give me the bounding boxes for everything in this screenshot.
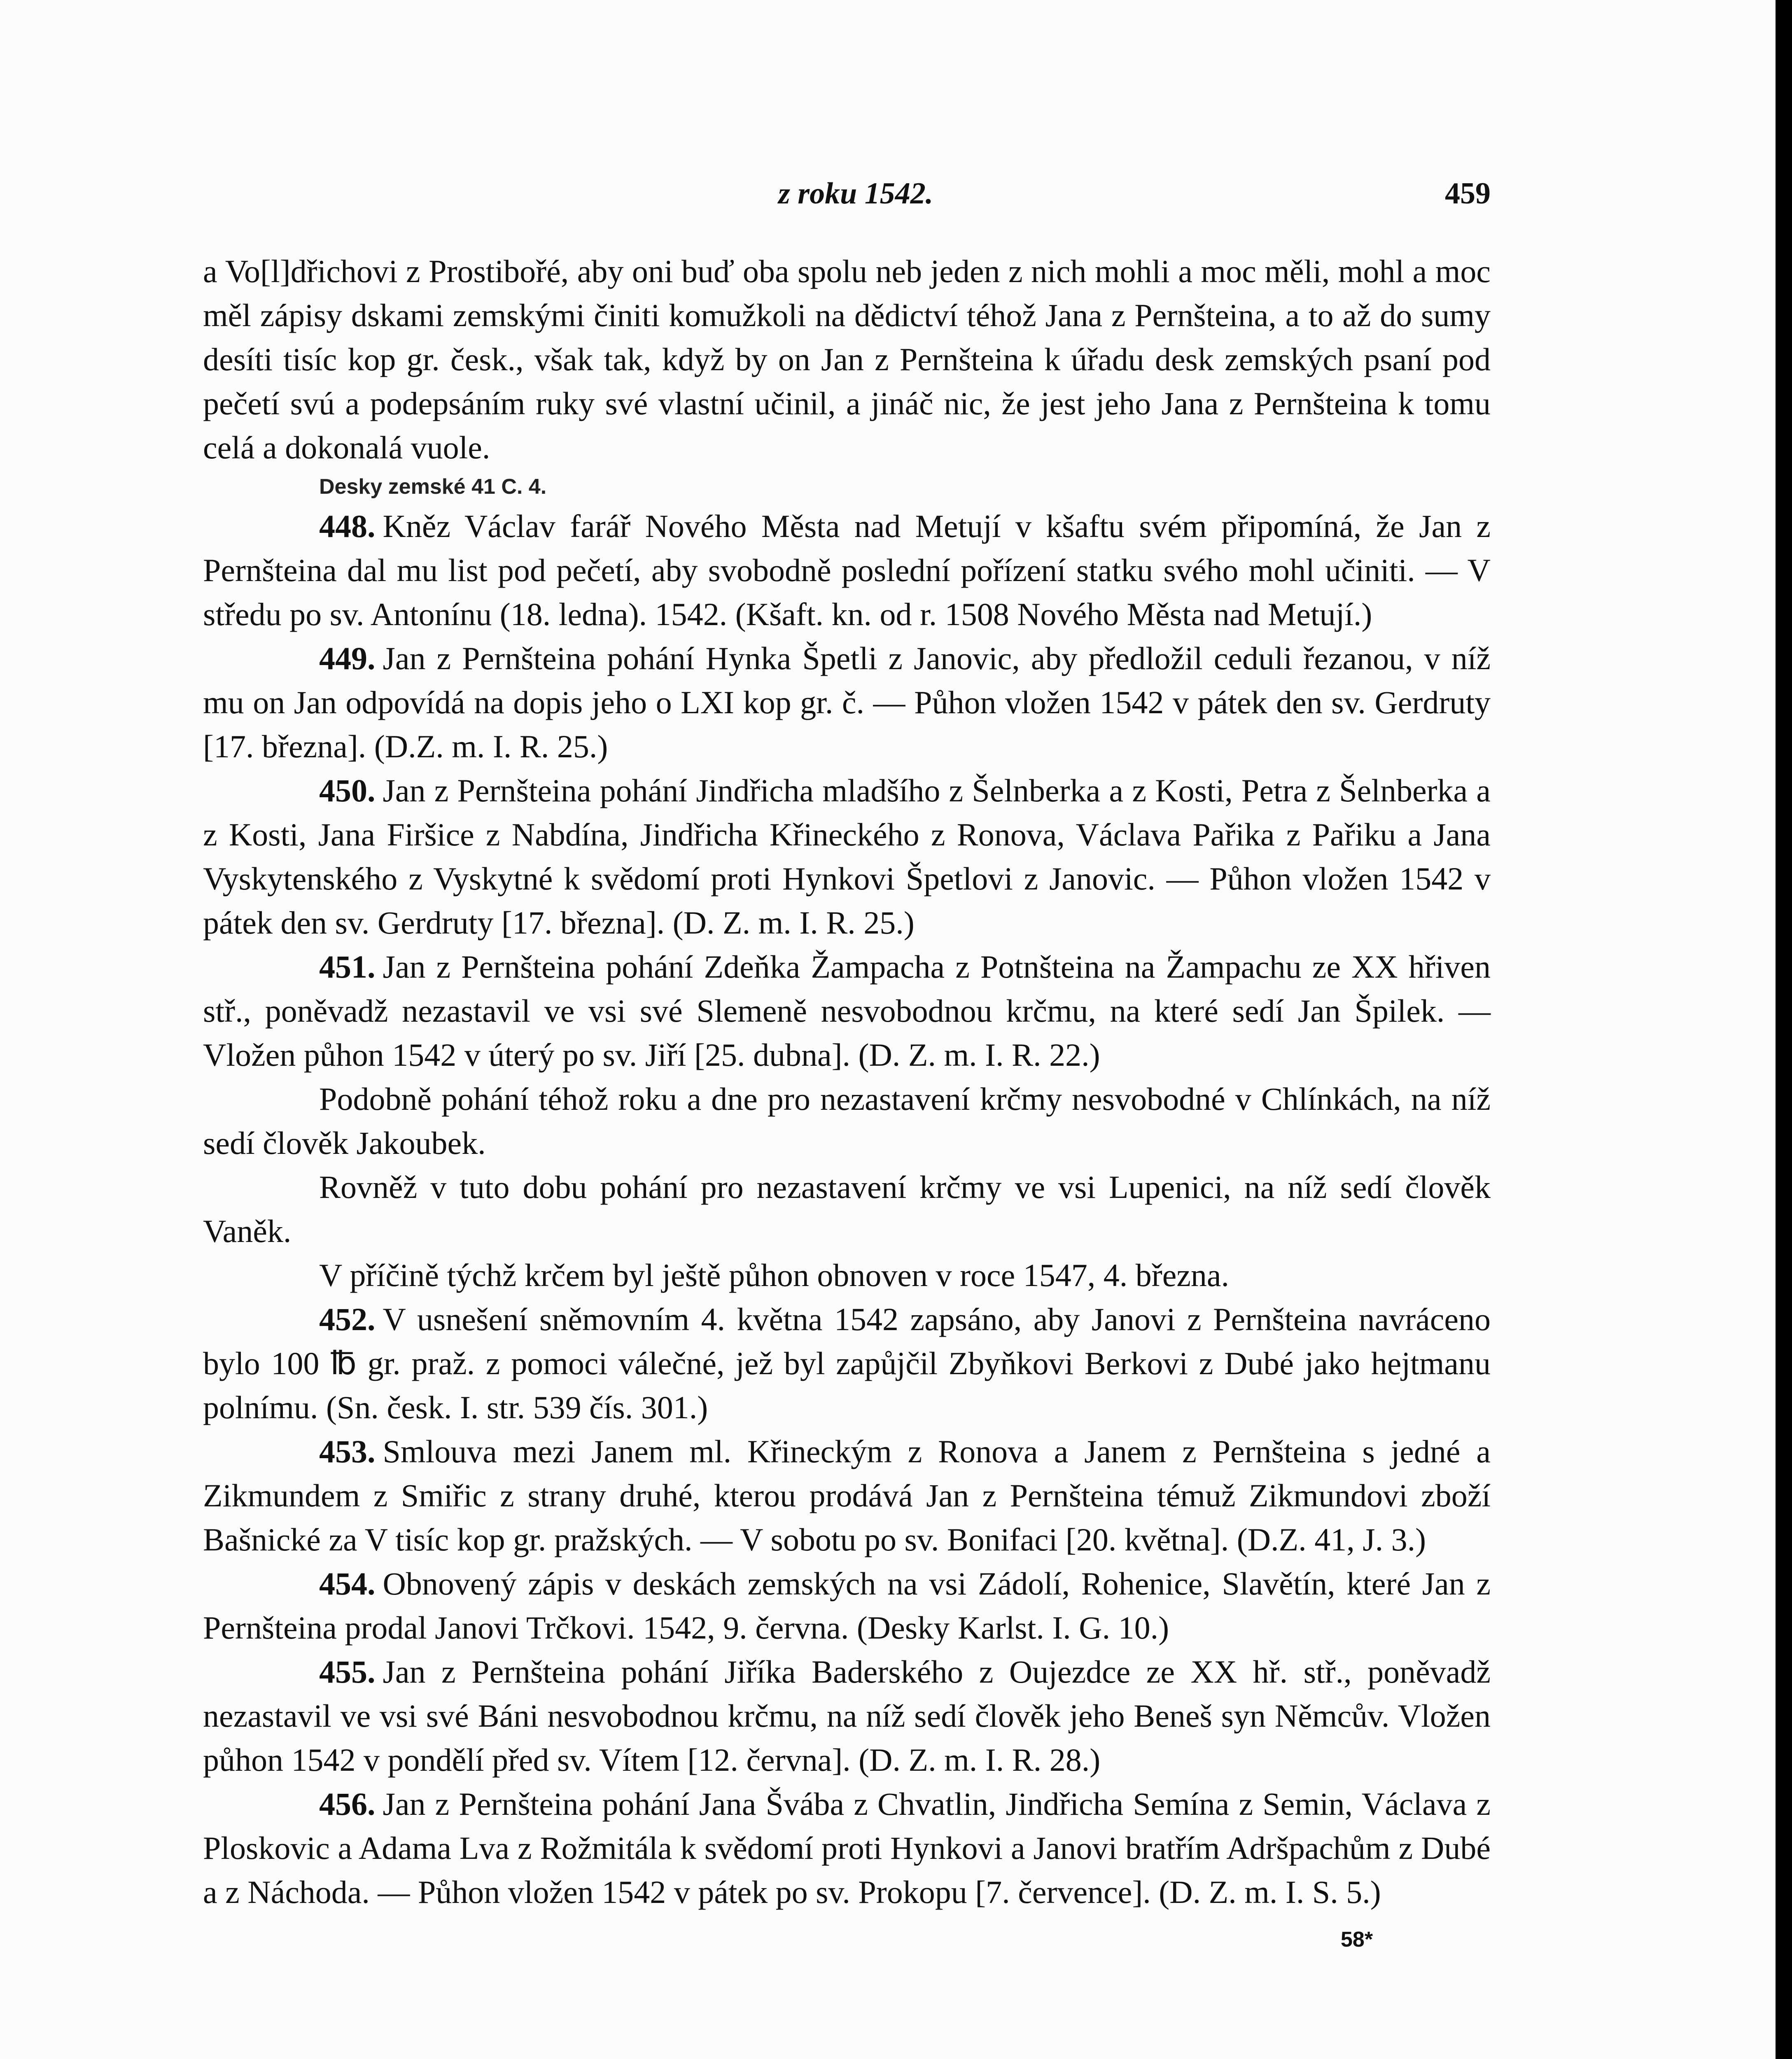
paragraph-text: Jan z Pernšteina pohání Zdeňka Žampacha z Potnšteina na Žampachu ze XX hřiven stř., poněvadž nezastavil ve vsi své Slemeně nesvobodnou krčmu, na které sedí Jan Špilek. — Vložen půhon 1542 v úterý po sv. Jiří [25. dubna]. (D. Z. m. I. R. 22.): [203, 949, 1491, 1073]
source-citation: [203, 469, 1491, 504]
running-title: z roku 1542.: [778, 177, 933, 210]
signature-mark: 58*: [1341, 1928, 1373, 1952]
entry-452: [203, 1297, 1491, 1429]
entry-454: [203, 1562, 1491, 1650]
entry-number: 451.: [319, 949, 376, 985]
paragraph-text: Jan z Pernšteina pohání Jindřicha mladšího z Šelnberka a z Kosti, Petra z Šelnberka a z Kosti, Jana Firšice z Nabdína, Jindřicha Křineckého z Ronova, Václava Pařika z Pařiku a Jana Vyskytenského z Vyskytné k svědomí proti Hynkovi Špetlovi z Janovic. — Půhon vložen 1542 v pátek den sv. Gerdruty [17. března]. (D. Z. m. I. R. 25.): [203, 773, 1491, 941]
entry-455: [203, 1650, 1491, 1782]
entry-number: 456.: [319, 1786, 376, 1822]
paragraph-text: Jan z Pernšteina pohání Jana Švába z Chvatlin, Jindřicha Semína z Semin, Václava z Ploskovic a Adama Lva z Rožmitála k svědomí proti Hynkovi a Janovi bratřím Adršpachům z Dubé a z Náchoda. — Půhon vložen 1542 v pátek po sv. Prokopu [7. července]. (D. Z. m. I. S. 5.): [203, 1786, 1491, 1910]
entry-453: [203, 1429, 1491, 1562]
body-text: [203, 249, 1491, 1914]
entry-number: 449.: [319, 640, 376, 676]
paragraph-text: Jan z Pernšteina pohání Jiříka Baderského z Oujezdce ze XX hř. stř., poněvadž nezastavil ve vsi své Báni nesvobodnou krčmu, na níž sedí člověk jeho Beneš syn Němcův. Vložen půhon 1542 v pondělí před sv. Vítem [12. června]. (D. Z. m. I. R. 28.): [203, 1654, 1491, 1778]
paragraph: [203, 1253, 1491, 1297]
paragraph: [203, 1077, 1491, 1165]
paragraph-text: Obnovený zápis v deskách zemských na vsi Zádolí, Rohenice, Slavětín, které Jan z Pernšteina prodal Janovi Trčkovi. 1542, 9. června. (Desky Karlst. I. G. 10.): [203, 1566, 1491, 1646]
page-number: 459: [1445, 177, 1491, 210]
entry-448: [203, 504, 1491, 636]
entry-number: 450.: [319, 773, 376, 808]
paragraph-text: V usnešení sněmovním 4. května 1542 zapsáno, aby Janovi z Pernšteina navráceno bylo 100 ℔ gr. praž. z pomoci válečné, jež byl zapůjčil Zbyňkovi Berkovi z Dubé jako hejtmanu polnímu. (Sn. česk. I. str. 539 čís. 301.): [203, 1301, 1491, 1425]
entry-449: [203, 636, 1491, 768]
paragraph-text: Podobně pohání téhož roku a dne pro nezastavení krčmy nesvobodné v Chlínkách, na níž sedí člověk Jakoubek.: [203, 1081, 1491, 1161]
paragraph: [203, 249, 1491, 469]
paragraph-text: Smlouva mezi Janem ml. Křineckým z Ronova a Janem z Pernšteina s jedné a Zikmundem z Smiřic z strany druhé, kterou prodává Jan z Pernšteina témuž Zikmundovi zboží Bašnické za V tisíc kop gr. pražských. — V sobotu po sv. Bonifaci [20. května]. (D.Z. 41, J. 3.): [203, 1433, 1491, 1557]
entry-number: 454.: [319, 1566, 376, 1601]
paragraph-text: V příčině týchž krčem byl ještě půhon obnoven v roce 1547, 4. března.: [319, 1257, 1230, 1293]
paragraph-text: Desky zemské 41 C. 4.: [319, 475, 547, 499]
entry-number: 452.: [319, 1301, 376, 1337]
entry-number: 448.: [319, 508, 376, 544]
paragraph-text: a Vo[l]dřichovi z Prostibořé, aby oni buď oba spolu neb jeden z nich mohli a moc měli, mohl a moc měl zápisy dskami zemskými činiti komužkoli na dědictví téhož Jana z Pernšteina, a to až do sumy desíti tisíc kop gr. česk., však tak, když by on Jan z Pernšteina k úřadu desk zemských psaní pod pečetí svú a podepsáním ruky své vlastní učinil, a jináč nic, že jest jeho Jana z Pernšteina k tomu celá a dokonalá vuole.: [203, 253, 1491, 465]
entry-451: [203, 945, 1491, 1077]
paragraph-text: Rovněž v tuto dobu pohání pro nezastavení krčmy ve vsi Lupenici, na níž sedí člověk Vaněk.: [203, 1169, 1491, 1249]
entry-456: [203, 1782, 1491, 1914]
paragraph-text: Jan z Pernšteina pohání Hynka Špetli z Janovic, aby předložil ceduli řezanou, v níž mu on Jan odpovídá na dopis jeho o LXI kop gr. č. — Půhon vložen 1542 v pátek den sv. Gerdruty [17. března]. (D.Z. m. I. R. 25.): [203, 640, 1491, 764]
paragraph-text: Kněz Václav farář Nového Města nad Metují v kšaftu svém připomíná, že Jan z Pernšteina dal mu list pod pečetí, aby svobodně poslední pořízení statku svého mohl učiniti. — V středu po sv. Antonínu (18. ledna). 1542. (Kšaft. kn. od r. 1508 Nového Města nad Metují.): [203, 508, 1491, 632]
entry-number: 455.: [319, 1654, 376, 1690]
entry-450: [203, 768, 1491, 945]
paragraph: [203, 1165, 1491, 1253]
entry-number: 453.: [319, 1433, 376, 1469]
